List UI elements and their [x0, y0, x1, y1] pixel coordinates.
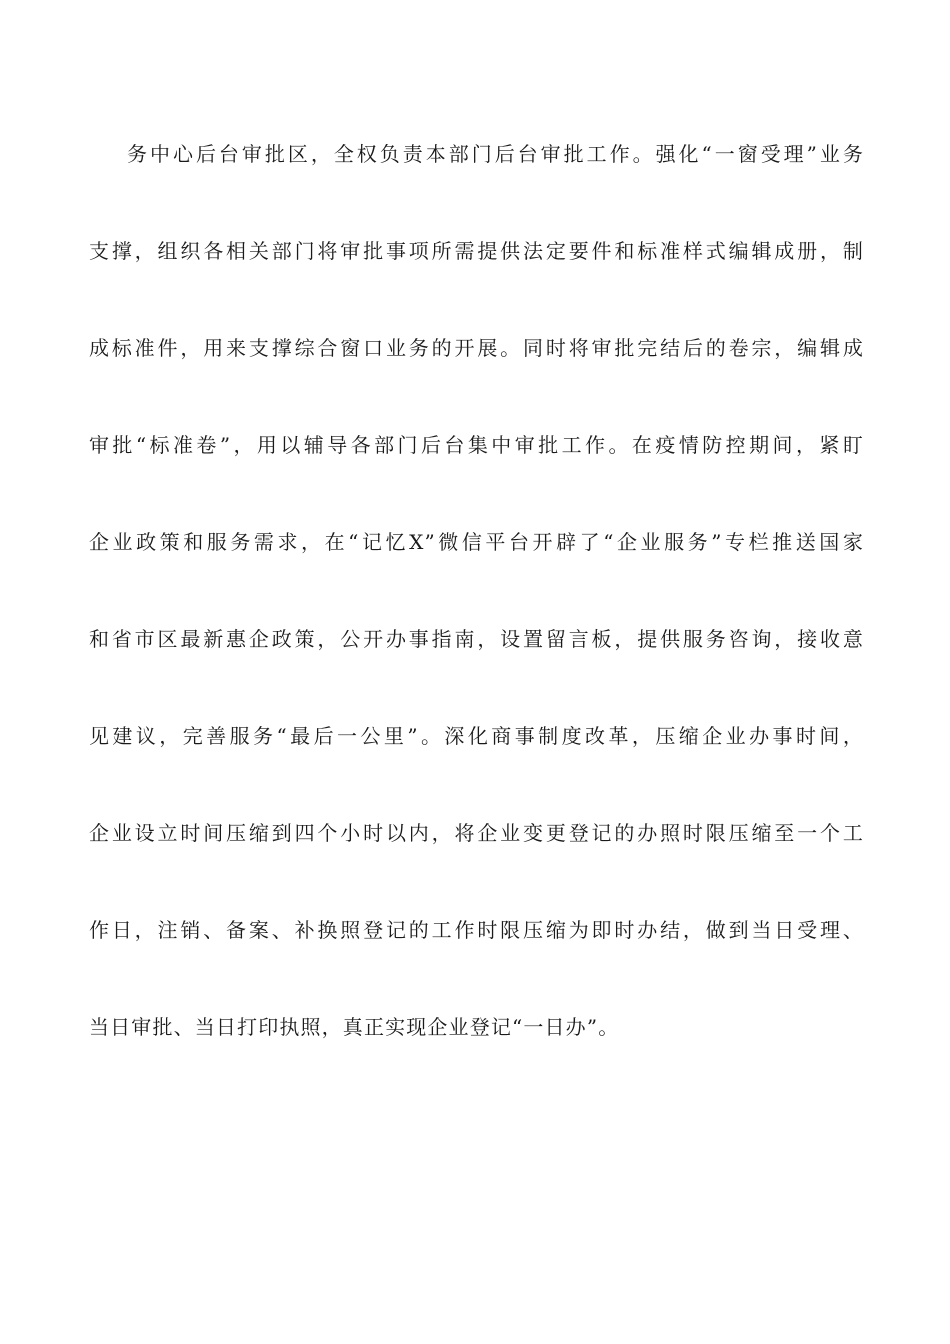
paragraph-line: 作日，注销、备案、补换照登记的工作时限压缩为即时办结，做到当日受理、	[89, 918, 864, 942]
paragraph-line: 见建议，完善服务“最后一公里”。深化商事制度改革，压缩企业办事时间，	[89, 724, 864, 748]
paragraph-line: 企业政策和服务需求，在“记忆X”微信平台开辟了“企业服务”专栏推送国家	[89, 530, 864, 554]
paragraph-line: 务中心后台审批区，全权负责本部门后台审批工作。强化“一窗受理”业务	[127, 142, 864, 166]
paragraph-line: 支撑，组织各相关部门将审批事项所需提供法定要件和标准样式编辑成册，制	[89, 239, 864, 263]
paragraph-line: 成标准件，用来支撑综合窗口业务的开展。同时将审批完结后的卷宗，编辑成	[89, 336, 864, 360]
paragraph-line: 审批“标准卷”，用以辅导各部门后台集中审批工作。在疫情防控期间，紧盯	[89, 433, 864, 457]
paragraph-line: 和省市区最新惠企政策，公开办事指南，设置留言板，提供服务咨询，接收意	[89, 627, 864, 651]
paragraph-line: 当日审批、当日打印执照，真正实现企业登记“一日办”。	[89, 1015, 620, 1039]
paragraph-line: 企业设立时间压缩到四个小时以内，将企业变更登记的办照时限压缩至一个工	[89, 821, 864, 845]
body-paragraph	[89, 136, 864, 1106]
